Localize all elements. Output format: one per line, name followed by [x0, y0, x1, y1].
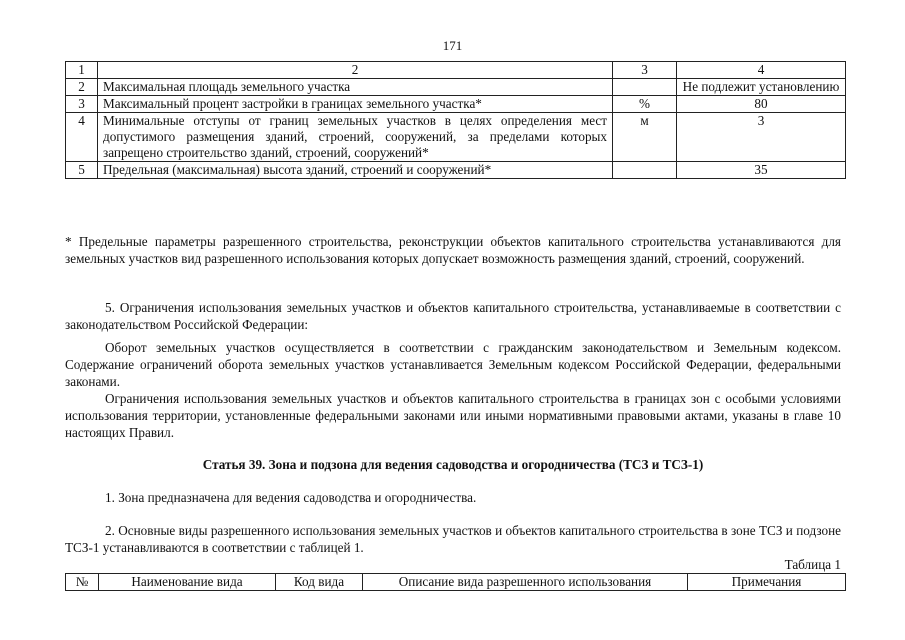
parameter-unit — [613, 162, 677, 179]
parameters-table — [65, 61, 846, 179]
restrictions-paragraph: Ограничения использования земельных участков и объектов капитального строительства в границах зон с особыми условиями использования территории, установленные федеральными законами или иными нормативными правовыми актами, указаны в главе 10 настоящих Правил. — [65, 391, 841, 440]
parameter-name: Максимальная площадь земельного участка — [98, 79, 613, 96]
usage-kinds-table — [65, 573, 846, 591]
table-row — [66, 79, 846, 96]
table-row — [66, 162, 846, 179]
footnote: * Предельные параметры разрешенного строительства, реконструкции объектов капитального строительства устанавливаются для земельных участков вид разрешенного использования которых допускает возможность размещения зданий, строений, сооружений. — [65, 234, 841, 266]
page-number: 171 — [442, 38, 463, 53]
parameter-name: Максимальный процент застройки в границах земельного участка* — [98, 96, 613, 113]
item-1-paragraph: 1. Зона предназначена для ведения садоводства и огородничества. — [105, 490, 477, 505]
row-number: 4 — [66, 113, 98, 162]
parameter-name: Предельная (максимальная) высота зданий, строений и сооружений* — [98, 162, 613, 179]
parameter-unit: м — [613, 113, 677, 162]
parameter-unit — [613, 79, 677, 96]
header-cell: Примечания — [688, 574, 846, 591]
parameter-name: Минимальные отступы от границ земельных участков в целях определения мест допустимого размещения зданий, строений, сооружений, за пределами которых запрещено строительство зданий, строений, сооружений* — [98, 113, 613, 162]
table-header-row — [66, 62, 846, 79]
header-cell: Наименование вида — [99, 574, 276, 591]
header-cell: Код вида — [276, 574, 363, 591]
section-5-paragraph: 5. Ограничения использования земельных участков и объектов капитального строительства, устанавливаемые в соответствии с законодательством Российской Федерации: — [65, 300, 841, 332]
parameter-value: 3 — [677, 113, 846, 162]
row-number: 2 — [66, 79, 98, 96]
article-heading: Статья 39. Зона и подзона для ведения садоводства и огородничества (ТСЗ и ТСЗ-1) — [202, 457, 704, 472]
row-number: 3 — [66, 96, 98, 113]
parameter-unit: % — [613, 96, 677, 113]
header-cell: 1 — [66, 62, 98, 79]
header-cell: № — [66, 574, 99, 591]
table-row — [66, 96, 846, 113]
parameter-value: Не подлежит установлению — [677, 79, 846, 96]
item-2-paragraph: 2. Основные виды разрешенного использования земельных участков и объектов капитального строительства в зоне ТСЗ и подзоне ТСЗ-1 устанавливаются в соответствии с таблицей 1. — [65, 523, 841, 555]
table-header-row — [66, 574, 846, 591]
header-cell: 2 — [98, 62, 613, 79]
turnover-paragraph: Оборот земельных участков осуществляется в соответствии с гражданским законодательством и Земельным кодексом. Содержание ограничений оборота земельных участков устанавливается Земельным кодексом Российской Федерации, федеральными законами. — [65, 340, 841, 389]
table-caption: Таблица 1 — [784, 557, 841, 572]
header-cell: Описание вида разрешенного использования — [363, 574, 688, 591]
header-cell: 4 — [677, 62, 846, 79]
table-row — [66, 113, 846, 162]
header-cell: 3 — [613, 62, 677, 79]
parameter-value: 35 — [677, 162, 846, 179]
parameter-value: 80 — [677, 96, 846, 113]
row-number: 5 — [66, 162, 98, 179]
